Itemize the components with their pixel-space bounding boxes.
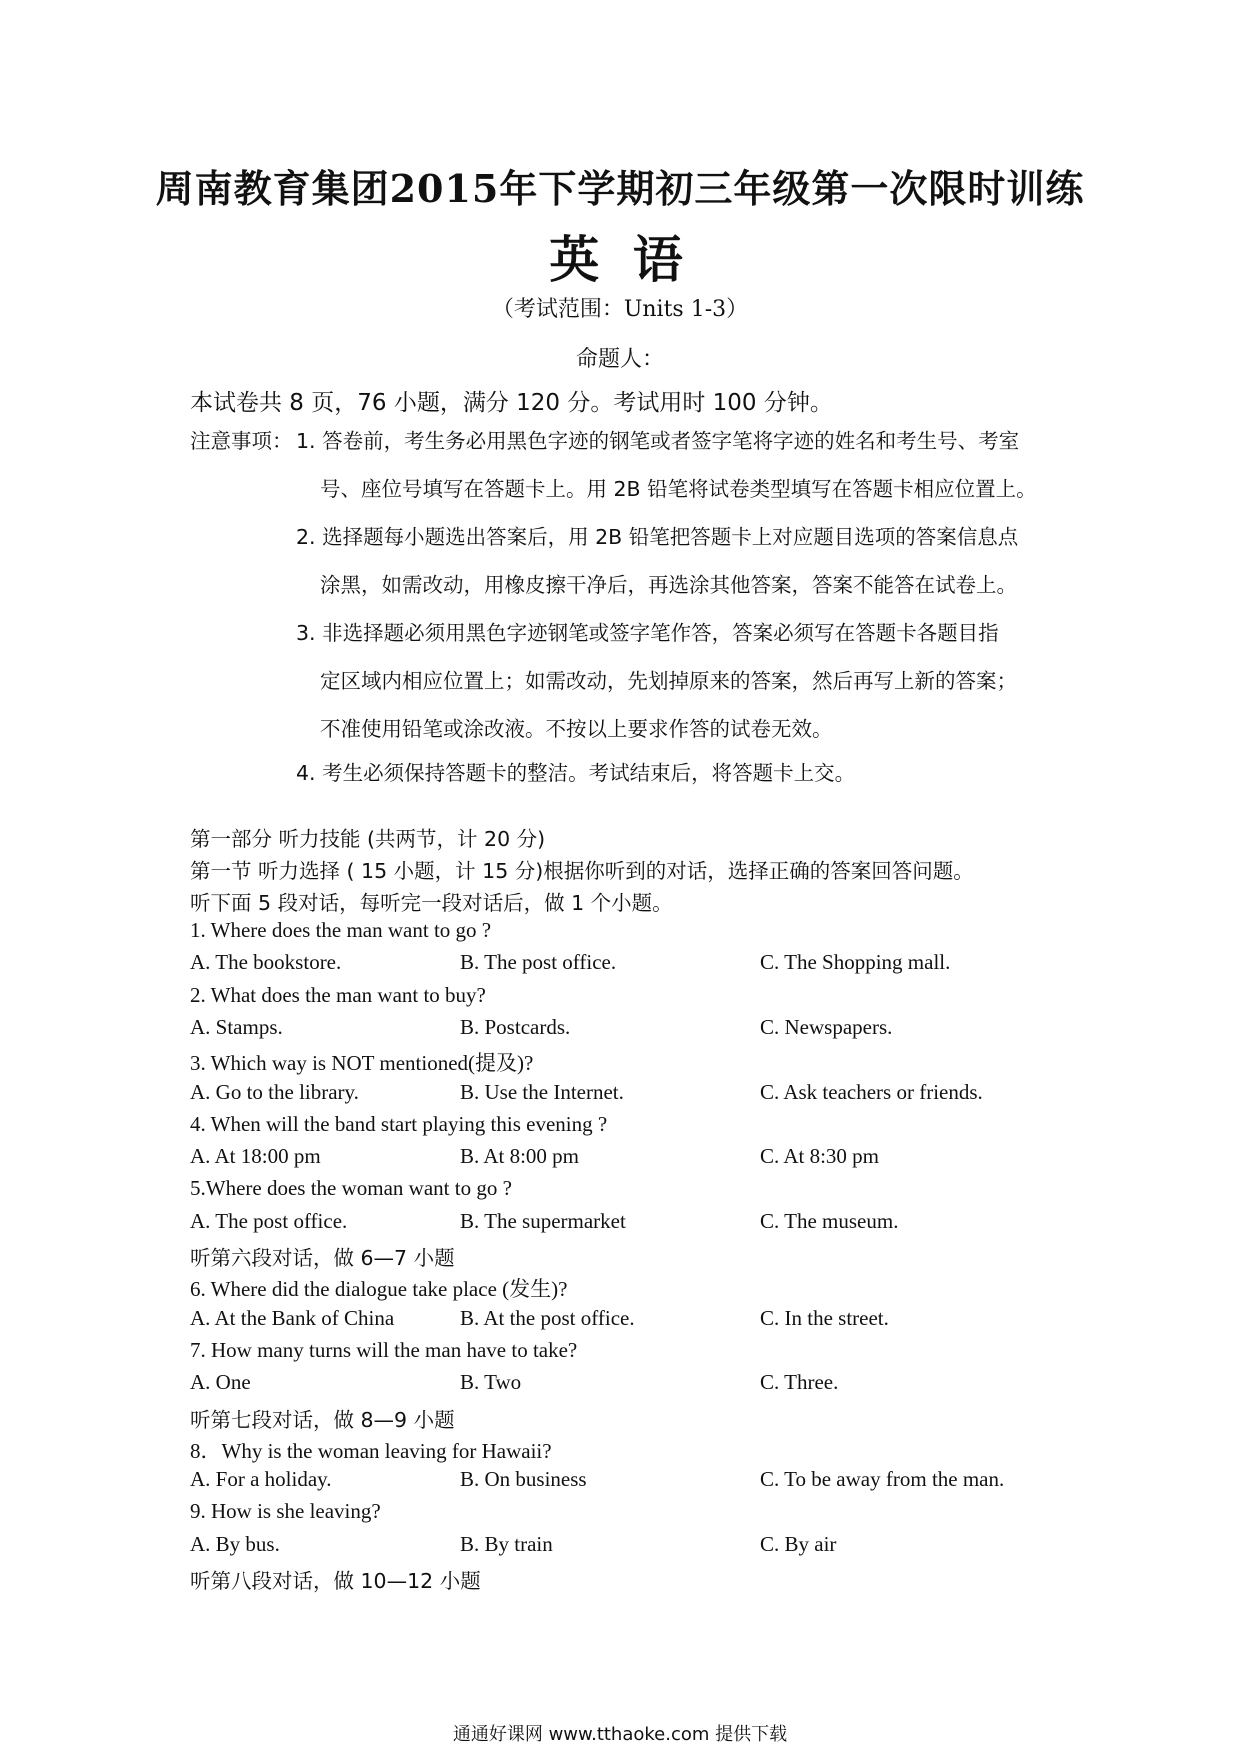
note-line: 定区域内相应位置上；如需改动，先划掉原来的答案，然后再写上新的答案； bbox=[320, 669, 1017, 693]
note-line: 4. 考生必须保持答题卡的整洁。考试结束后，将答题卡上交。 bbox=[296, 761, 856, 785]
option-a: A. One bbox=[190, 1370, 251, 1394]
option-a: A. For a holiday. bbox=[190, 1467, 332, 1491]
exam-title: 周南教育集团2015年下学期初三年级第一次限时训练 bbox=[155, 166, 1085, 211]
question-text: 9. How is she leaving? bbox=[190, 1499, 381, 1523]
option-c: C. At 8:30 pm bbox=[760, 1144, 880, 1168]
dialogue-instruction: 听第八段对话，做 10—12 小题 bbox=[190, 1569, 481, 1593]
question-text: 2. What does the man want to buy? bbox=[190, 983, 486, 1007]
option-c: C. Newspapers. bbox=[760, 1015, 893, 1039]
option-a: A. The post office. bbox=[190, 1209, 348, 1233]
option-c: C. By air bbox=[760, 1532, 837, 1556]
listening-instruction: 听下面 5 段对话，每听完一段对话后，做 1 个小题。 bbox=[190, 891, 673, 915]
option-b: B. The supermarket bbox=[460, 1209, 626, 1233]
note-line: 1. 答卷前，考生务必用黑色字迹的钢笔或者签字笔将字迹的姓名和考生号、考室 bbox=[296, 429, 1020, 453]
part1-heading: 第一部分 听力技能 (共两节，计 20 分) bbox=[190, 827, 546, 851]
option-b: B. Two bbox=[460, 1370, 522, 1394]
question-text: 6. Where did the dialogue take place (发生)? bbox=[190, 1277, 568, 1301]
note-line: 涂黑，如需改动，用橡皮擦干净后，再选涂其他答案，答案不能答在试卷上。 bbox=[320, 573, 1017, 597]
option-a: A. The bookstore. bbox=[190, 950, 342, 974]
option-a: A. Go to the library. bbox=[190, 1080, 359, 1104]
question-text: 3. Which way is NOT mentioned(提及)? bbox=[190, 1051, 534, 1075]
exam-scope: （考试范围：Units 1-3） bbox=[491, 297, 749, 322]
option-a: A. By bus. bbox=[190, 1532, 280, 1556]
option-b: B. On business bbox=[460, 1467, 587, 1491]
question-text: 1. Where does the man want to go ? bbox=[190, 918, 492, 942]
exam-summary: 本试卷共 8 页，76 小题，满分 120 分。考试用时 100 分钟。 bbox=[190, 390, 833, 416]
option-b: B. Postcards. bbox=[460, 1015, 571, 1039]
dialogue-instruction: 听第六段对话，做 6—7 小题 bbox=[190, 1246, 455, 1270]
question-text: 5.Where does the woman want to go ? bbox=[190, 1176, 512, 1200]
option-a: A. At 18:00 pm bbox=[190, 1144, 321, 1168]
option-b: B. By train bbox=[460, 1532, 553, 1556]
subject-title: 英 语 bbox=[549, 230, 691, 289]
question-text: 8．Why is the woman leaving for Hawaii? bbox=[190, 1439, 552, 1463]
question-setter: 命题人： bbox=[575, 347, 664, 372]
note-line: 3. 非选择题必须用黑色字迹钢笔或签字笔作答，答案必须写在答题卡各题目指 bbox=[296, 621, 999, 645]
option-c: C. To be away from the man. bbox=[760, 1467, 1005, 1491]
note-line: 2. 选择题每小题选出答案后，用 2B 铅笔把答题卡上对应题目选项的答案信息点 bbox=[296, 525, 1019, 549]
option-c: C. The museum. bbox=[760, 1209, 899, 1233]
option-a: A. At the Bank of China bbox=[190, 1306, 395, 1330]
question-text: 7. How many turns will the man have to take? bbox=[190, 1338, 578, 1362]
page-footer: 通通好课网 www.tthaoke.com 提供下载 bbox=[452, 1724, 788, 1745]
option-b: B. Use the Internet. bbox=[460, 1080, 624, 1104]
option-b: B. At 8:00 pm bbox=[460, 1144, 580, 1168]
option-b: B. At the post office. bbox=[460, 1306, 635, 1330]
note-line: 号、座位号填写在答题卡上。用 2B 铅笔将试卷类型填写在答题卡相应位置上。 bbox=[320, 477, 1037, 501]
option-c: C. The Shopping mall. bbox=[760, 950, 951, 974]
option-b: B. The post office. bbox=[460, 950, 617, 974]
dialogue-instruction: 听第七段对话，做 8—9 小题 bbox=[190, 1408, 455, 1432]
notes-label: 注意事项： bbox=[190, 429, 293, 453]
question-text: 4. When will the band start playing this evening ? bbox=[190, 1112, 608, 1136]
option-c: C. Three. bbox=[760, 1370, 839, 1394]
option-a: A. Stamps. bbox=[190, 1015, 283, 1039]
option-c: C. In the street. bbox=[760, 1306, 889, 1330]
section1-heading: 第一节 听力选择 ( 15 小题，计 15 分)根据你听到的对话，选择正确的答案回答问题。 bbox=[190, 859, 974, 883]
note-line: 不准使用铅笔或涂改液。不按以上要求作答的试卷无效。 bbox=[320, 717, 833, 741]
option-c: C. Ask teachers or friends. bbox=[760, 1080, 983, 1104]
